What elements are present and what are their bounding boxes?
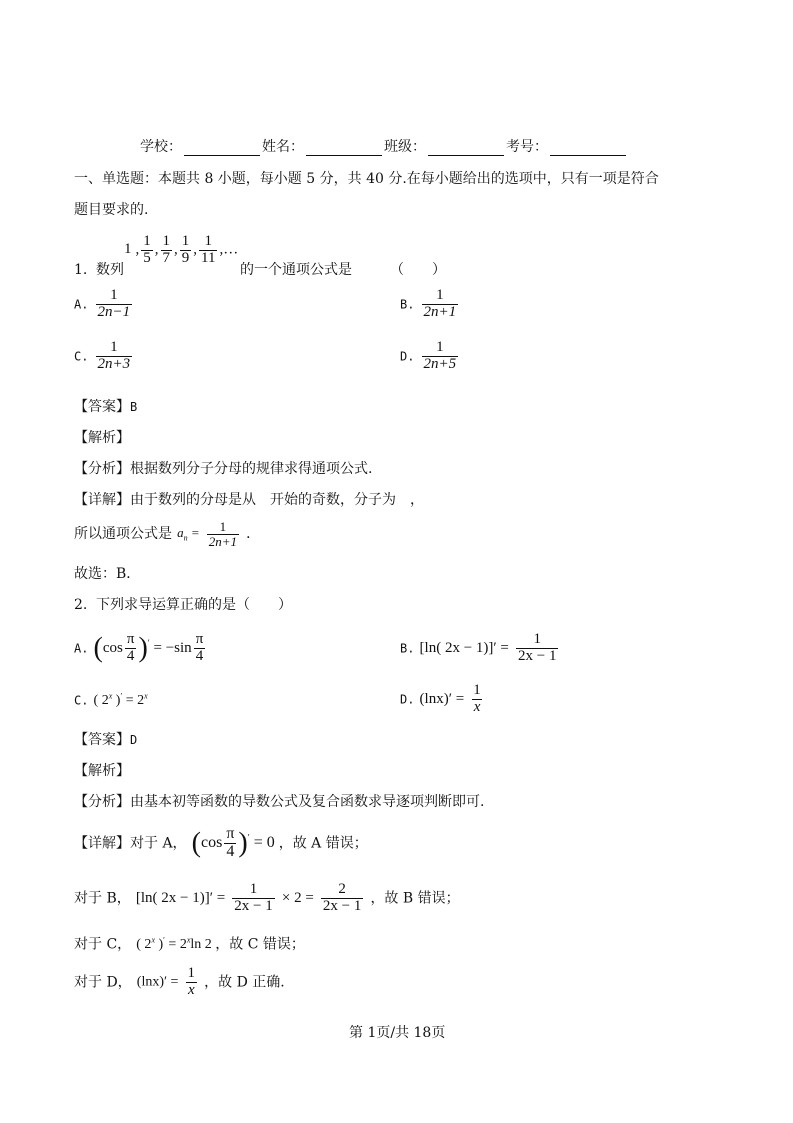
section-title-line1: 一、单选题：本题共 8 小题，每小题 5 分，共 40 分.在每小题给出的选项中，只有一项是符合 [74,171,659,187]
section-title-line2: 题目要求的. [74,202,149,218]
q2-option-b[interactable] [400,632,560,665]
class-label: 班级： [384,139,426,155]
xiangjie-tag: 【详解】 [74,835,130,852]
option-label: B. [400,641,415,656]
option-d-den: x [473,698,481,715]
an-num: 1 [219,519,227,534]
option-b-num: 1 [533,631,541,647]
option-d-num: 1 [473,682,481,698]
seq-num: 1 [162,233,170,249]
fenxi-tag: 【分析】 [74,461,130,477]
q2-option-a[interactable] [74,632,207,665]
detail-b-expr: [ln( 2x − 1)]′ = [135,889,226,906]
seq-num: 1 [124,241,132,258]
therefore-text: 所以通项公式是 [74,526,172,543]
answer-value: B [130,400,138,414]
option-b-den: 2x − 1 [518,647,557,664]
q2-stem: 下列求导运算正确的是（ ） [96,597,292,613]
option-num: 1 [436,339,444,355]
option-label: C. [74,693,89,708]
q2-detail-d: 对于 D， (lnx)′ = $\frac{1}{x}$ ，故 D 正确. [74,965,285,998]
seq-den: 11 [201,249,216,266]
option-den: 2n+3 [97,355,131,372]
seq-num: 1 [181,233,190,249]
q1-xiangjie [74,491,424,509]
option-label: C. [74,349,89,364]
answer-tag: 【答案】 [74,399,130,415]
q1-option-a[interactable] [74,288,134,321]
q2-detail-b: 对于 B， [ln( 2x − 1)]′ = $\frac{1}{2x - 1}$ × 2 = $\frac{2}{2x - 1}$ ，故 B 错误； [74,881,460,914]
q2-option-d[interactable] [400,683,485,716]
detail-c-expr: ( 2$^x$ )$' = 2^x\ln$ 2 [136,935,212,953]
seq-num: 1 [204,233,212,249]
detail-a-expr: (cos $\frac{\pi}{4}$ )′ = 0 [191,825,275,860]
detail-a-post: ，故 A 错误； [278,835,368,852]
name-blank[interactable] [306,141,382,156]
fenxi-text: 由基本初等函数的导数公式及复合函数求导逐项判断即可. [130,794,485,810]
option-label: D. [400,349,415,364]
page-footer: 第 1页/共 18页 [349,1025,446,1041]
detail-d-post: ，故 D 正确. [204,974,285,991]
option-label: D. [400,692,415,707]
q1-choose: 故选：B． [74,566,141,582]
q1-number: 1. [74,262,88,278]
seq-den: 5 [143,249,151,266]
option-d-expr: (lnx)′ = [419,690,465,707]
exam-no-label: 考号： [506,139,548,155]
header-info [140,138,628,156]
option-num: 1 [110,287,118,303]
detail-b-post: ，故 B 错误； [370,890,460,907]
q1-option-b[interactable] [400,288,460,321]
exam-no-blank[interactable] [550,141,626,156]
option-a-expr: (cos $\frac{\pi}{4}$ )′ = −sin $\frac{\pi}{4}$ [93,631,204,664]
an-symbol: $a_n$ = [177,525,200,543]
class-blank[interactable] [428,141,504,156]
xiangjie-tag: 【详解】 [74,492,130,508]
xiangjie-text: 由于数列的分母是从 开始的奇数，分子为 ， [130,492,424,508]
answer-tag: 【答案】 [74,732,130,748]
seq-den: 7 [162,249,170,266]
q1-option-c[interactable] [74,340,134,373]
fenxi-tag: 【分析】 [74,794,130,810]
q2-analysis-tag: 【解析】 [74,763,130,779]
q1-prefix: 数列 [96,262,124,278]
detail-b-pre: 对于 B， [74,890,131,907]
q1-sequence: 1 , $\frac{1}{5}$ , $\frac{1}{7}$ , $\frac{1}{9}$ , $\frac{1}{11}$ ,… [124,233,239,266]
option-c-expr: ( 2$^x$ )$' = 2^x$ [93,691,148,709]
option-label: B. [400,297,415,312]
q2-detail-c [74,934,305,954]
name-label: 姓名： [262,139,304,155]
q2-detail-a [74,826,368,861]
fenxi-text: 根据数列分子分母的规律求得通项公式. [130,461,373,477]
seq-den: 9 [181,249,190,266]
q1-formula-line [74,520,260,548]
q2-option-c[interactable] [74,690,148,709]
school-label: 学校： [140,139,182,155]
seq-tail: ,… [219,241,239,258]
q1-suffix: 的一个通项公式是 [240,262,352,278]
option-den: 2n+5 [423,355,457,372]
q1-analysis-tag: 【解析】 [74,430,130,446]
q1-answer [74,398,137,416]
q2-answer [74,731,137,749]
period: ． [246,526,261,543]
option-b-expr: [ln( 2x − 1)]′ = [419,639,509,656]
option-den: 2n−1 [97,303,131,320]
detail-b-mid: × 2 = [281,889,314,906]
option-label: A. [74,641,89,656]
detail-d-pre: 对于 D， [74,974,132,991]
school-blank[interactable] [184,141,260,156]
seq-num: 1 [143,233,151,249]
detail-c-pre: 对于 C， [74,936,132,953]
q2-fenxi [74,793,484,811]
answer-value: D [130,733,138,747]
q1-fenxi [74,460,372,478]
q1-option-d[interactable] [400,340,460,373]
detail-d-expr: (lnx)′ = [136,974,179,990]
option-num: 1 [436,287,444,303]
option-den: 2n+1 [423,303,457,320]
detail-c-post: ，故 C 错误； [215,936,305,953]
detail-a-pre: 对于 A， [130,835,187,852]
an-den: 2n+1 [208,533,237,549]
option-label: A. [74,297,89,312]
q2-number: 2. [74,597,88,613]
option-num: 1 [110,339,118,355]
q1-paren: （ ） [390,262,446,278]
